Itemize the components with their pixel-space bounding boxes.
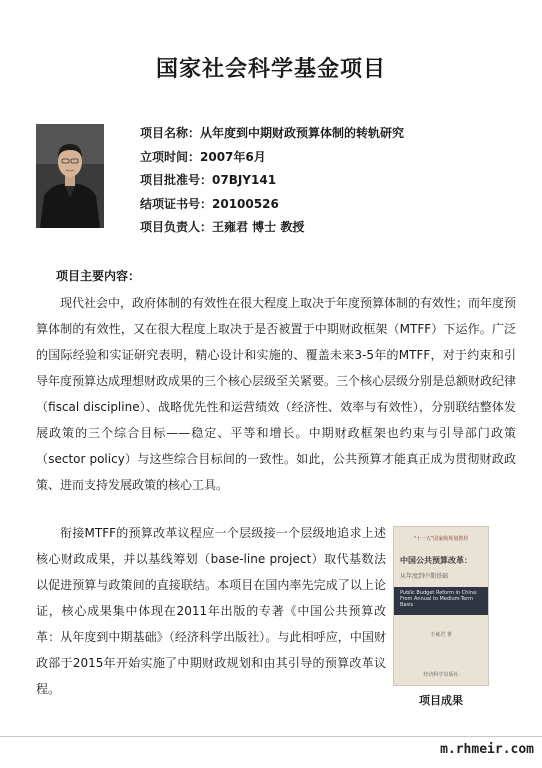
footer-divider <box>0 736 542 737</box>
content-heading: 项目主要内容： <box>56 269 141 283</box>
approval-time: 立项时间：2007年6月 <box>140 149 266 164</box>
certificate-number: 结项证书号：20100526 <box>140 196 279 211</box>
book-publisher: 经济科学出版社 <box>423 672 459 678</box>
book-series-label: "十一五"国家级规划教材 <box>413 536 469 542</box>
portrait-illustration <box>36 124 104 228</box>
project-leader: 项目负责人：王雍君 博士 教授 <box>140 220 305 234</box>
book-title: 中国公共预算改革： <box>400 556 472 565</box>
researcher-portrait-photo <box>36 124 104 228</box>
book-caption: 项目成果 <box>419 694 463 707</box>
site-watermark: m.rhmeir.com <box>440 742 534 757</box>
approval-number: 项目批准号：07BJY141 <box>140 173 277 187</box>
paragraph-2: 衔接MTFF的预算改革议程应一个层级接一个层级地追求上述核心财政成果，并以基线筹划（base-line project）取代基数法以促进预算与政策间的直接联结。本项目在国内率先完成了以上论证，核心成果集中体现在2011年出版的专著《中国公共预算改革：从年度到中期基础》（经济科学出版社）。与此相呼应，中国财政部于2015年开始实施了中期财政规划和由其引导的预算改革议程。 <box>36 526 386 696</box>
book-author: 王雍君 著 <box>430 632 452 638</box>
book-cover-image <box>393 526 489 686</box>
book-english-title: Public Budget Reform in China: From Annual to Medium-Term Basis <box>400 590 478 608</box>
project-info-block <box>140 122 404 240</box>
page-title: 国家社会科学基金项目 <box>155 57 386 82</box>
book-subtitle: 从年度到中期基础 <box>400 573 449 580</box>
project-name: 项目名称：从年度到中期财政预算体制的转轨研究 <box>140 126 405 140</box>
paragraph-1: 现代社会中，政府体制的有效性在很大程度上取决于年度预算体制的有效性；而年度预算体制的有效性，又在很大程度上取决于是否被置于中期财政框架（MTFF）下运作。广泛的国际经验和实证研究表明，精心设计和实施的、覆盖未来3-5年的MTFF，对于约束和引导年度预算达成理想财政成果的三个核心层级至关紧要。三个核心层级分别是总额财政纪律（fiscal discipline）、战略优先性和运营绩效（经济性、效率与有效性），分别联结整体发展政策的三个综合目标——稳定、平等和增长。中期财政框架也约束与引导部门政策（sector policy）与这些综合目标间的一致性。如此，公共预算才能真正成为贯彻财政政策、进而支持发展政策的核心工具。 <box>36 296 517 492</box>
